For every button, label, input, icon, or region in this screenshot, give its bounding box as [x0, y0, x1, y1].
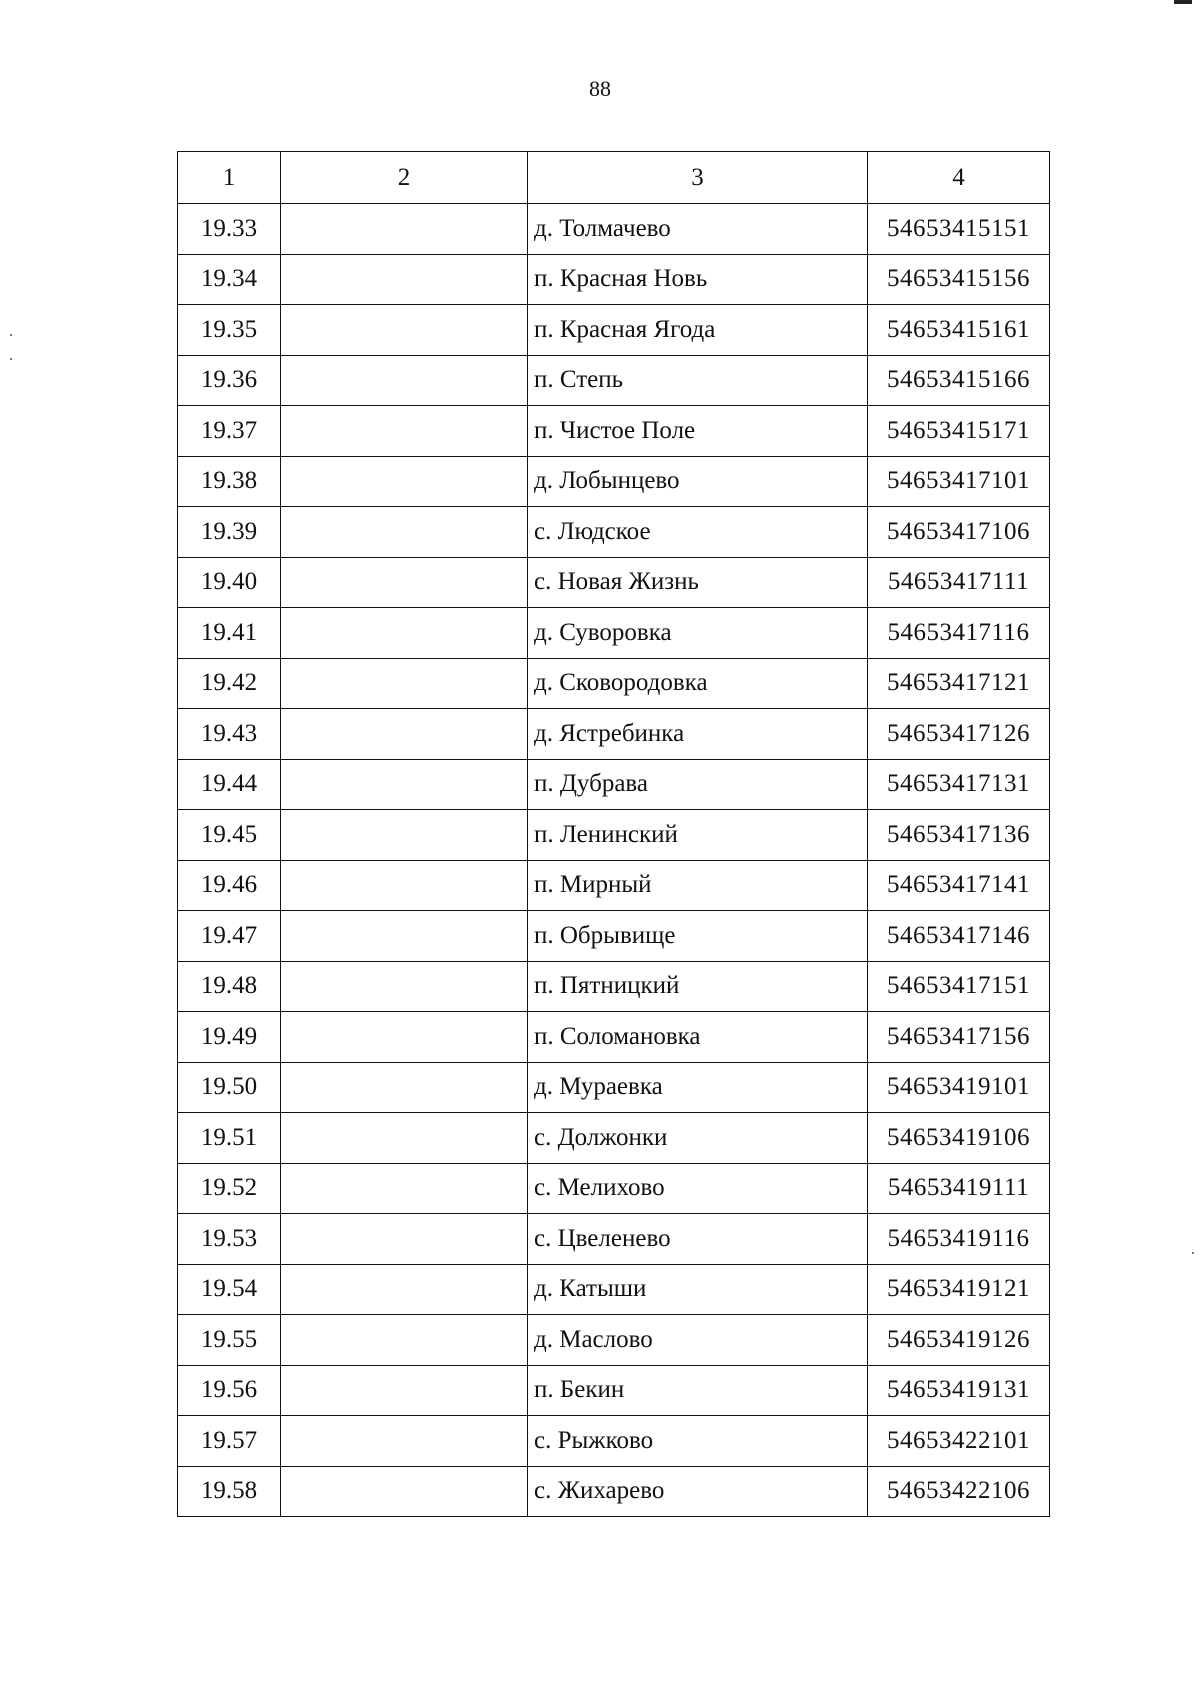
row-number-cell: 19.44 [178, 759, 281, 810]
row-col2-cell [281, 608, 528, 659]
table-row [178, 608, 1050, 659]
table-row [178, 1466, 1050, 1517]
oktmo-code-cell: 54653415161 [868, 305, 1050, 356]
row-number-cell: 19.50 [178, 1062, 281, 1113]
row-number-cell: 19.53 [178, 1214, 281, 1265]
settlement-name-cell: п. Степь [528, 355, 868, 406]
oktmo-code-cell: 54653417136 [868, 810, 1050, 861]
row-number-cell: 19.52 [178, 1163, 281, 1214]
page-number: 88 [589, 76, 611, 101]
table-row [178, 1163, 1050, 1214]
row-number-cell: 19.33 [178, 204, 281, 255]
row-col2-cell [281, 1264, 528, 1315]
header-col-4: 4 [868, 152, 1050, 204]
table-row [178, 406, 1050, 457]
table-header-row [178, 152, 1050, 204]
table-row [178, 961, 1050, 1012]
settlement-name-cell: д. Толмачево [528, 204, 868, 255]
settlement-name-cell: п. Мирный [528, 860, 868, 911]
row-number-cell: 19.46 [178, 860, 281, 911]
header-col-3: 3 [528, 152, 868, 204]
oktmo-code-cell: 54653419126 [868, 1315, 1050, 1366]
settlement-name-cell: п. Ленинский [528, 810, 868, 861]
row-col2-cell [281, 961, 528, 1012]
table-row [178, 1365, 1050, 1416]
table-row [178, 1113, 1050, 1164]
oktmo-code-cell: 54653417101 [868, 456, 1050, 507]
oktmo-code-cell: 54653422106 [868, 1466, 1050, 1517]
table-row [178, 911, 1050, 962]
table-row [178, 1416, 1050, 1467]
oktmo-code-cell: 54653417146 [868, 911, 1050, 962]
row-number-cell: 19.51 [178, 1113, 281, 1164]
oktmo-code-cell: 54653417111 [868, 557, 1050, 608]
settlement-name-cell: с. Цвеленево [528, 1214, 868, 1265]
row-number-cell: 19.56 [178, 1365, 281, 1416]
row-number-cell: 19.42 [178, 658, 281, 709]
oktmo-code-cell: 54653419116 [868, 1214, 1050, 1265]
table-row [178, 1214, 1050, 1265]
oktmo-code-cell: 54653415166 [868, 355, 1050, 406]
row-col2-cell [281, 810, 528, 861]
row-col2-cell [281, 860, 528, 911]
row-number-cell: 19.38 [178, 456, 281, 507]
oktmo-code-cell: 54653417116 [868, 608, 1050, 659]
row-col2-cell [281, 1214, 528, 1265]
table-row [178, 658, 1050, 709]
header-col-2: 2 [281, 152, 528, 204]
row-number-cell: 19.37 [178, 406, 281, 457]
oktmo-code-cell: 54653417126 [868, 709, 1050, 760]
settlement-name-cell: п. Чистое Поле [528, 406, 868, 457]
scan-speck [10, 358, 12, 360]
row-col2-cell [281, 709, 528, 760]
table-row [178, 1315, 1050, 1366]
oktmo-code-cell: 54653417156 [868, 1012, 1050, 1063]
row-number-cell: 19.48 [178, 961, 281, 1012]
row-col2-cell [281, 406, 528, 457]
settlement-name-cell: д. Ястребинка [528, 709, 868, 760]
oktmo-code-cell: 54653415171 [868, 406, 1050, 457]
row-number-cell: 19.55 [178, 1315, 281, 1366]
settlement-name-cell: д. Суворовка [528, 608, 868, 659]
settlement-name-cell: с. Новая Жизнь [528, 557, 868, 608]
table-row [178, 254, 1050, 305]
row-number-cell: 19.45 [178, 810, 281, 861]
row-col2-cell [281, 254, 528, 305]
oktmo-code-cell: 54653417151 [868, 961, 1050, 1012]
row-col2-cell [281, 557, 528, 608]
table-row [178, 204, 1050, 255]
row-number-cell: 19.41 [178, 608, 281, 659]
row-col2-cell [281, 1113, 528, 1164]
settlement-name-cell: с. Рыжково [528, 1416, 868, 1467]
settlement-name-cell: п. Красная Новь [528, 254, 868, 305]
settlement-name-cell: с. Жихарево [528, 1466, 868, 1517]
table-row [178, 456, 1050, 507]
row-number-cell: 19.58 [178, 1466, 281, 1517]
row-col2-cell [281, 305, 528, 356]
row-col2-cell [281, 1315, 528, 1366]
oktmo-code-cell: 54653417131 [868, 759, 1050, 810]
table-row [178, 759, 1050, 810]
table-row [178, 1264, 1050, 1315]
row-number-cell: 19.57 [178, 1416, 281, 1467]
table-body [178, 204, 1050, 1517]
row-col2-cell [281, 1012, 528, 1063]
row-number-cell: 19.39 [178, 507, 281, 558]
table-row [178, 860, 1050, 911]
settlement-name-cell: д. Катыши [528, 1264, 868, 1315]
scan-speck [10, 334, 12, 336]
settlement-name-cell: д. Сковородовка [528, 658, 868, 709]
settlement-name-cell: с. Должонки [528, 1113, 868, 1164]
table-row [178, 557, 1050, 608]
row-col2-cell [281, 1466, 528, 1517]
settlement-name-cell: п. Красная Ягода [528, 305, 868, 356]
oktmo-code-cell: 54653419121 [868, 1264, 1050, 1315]
row-col2-cell [281, 1416, 528, 1467]
settlement-name-cell: с. Мелихово [528, 1163, 868, 1214]
oktmo-code-cell: 54653415151 [868, 204, 1050, 255]
table-row [178, 355, 1050, 406]
row-col2-cell [281, 355, 528, 406]
table-row [178, 305, 1050, 356]
row-number-cell: 19.35 [178, 305, 281, 356]
oktmo-code-cell: 54653422101 [868, 1416, 1050, 1467]
oktmo-code-cell: 54653419101 [868, 1062, 1050, 1113]
row-number-cell: 19.47 [178, 911, 281, 962]
oktmo-code-cell: 54653419131 [868, 1365, 1050, 1416]
settlement-name-cell: п. Бекин [528, 1365, 868, 1416]
row-col2-cell [281, 507, 528, 558]
row-col2-cell [281, 759, 528, 810]
row-col2-cell [281, 204, 528, 255]
row-number-cell: 19.43 [178, 709, 281, 760]
settlement-name-cell: д. Лобынцево [528, 456, 868, 507]
settlement-name-cell: с. Людское [528, 507, 868, 558]
table-row [178, 507, 1050, 558]
settlement-name-cell: д. Мураевка [528, 1062, 868, 1113]
table-row [178, 1012, 1050, 1063]
row-number-cell: 19.49 [178, 1012, 281, 1063]
row-col2-cell [281, 1365, 528, 1416]
row-number-cell: 19.54 [178, 1264, 281, 1315]
settlement-name-cell: п. Соломановка [528, 1012, 868, 1063]
row-col2-cell [281, 1062, 528, 1113]
header-col-1: 1 [178, 152, 281, 204]
row-col2-cell [281, 911, 528, 962]
row-col2-cell [281, 1163, 528, 1214]
oktmo-code-cell: 54653417106 [868, 507, 1050, 558]
table-row [178, 810, 1050, 861]
oktmo-code-cell: 54653417121 [868, 658, 1050, 709]
settlements-table [177, 151, 1050, 1517]
oktmo-code-cell: 54653419111 [868, 1163, 1050, 1214]
settlement-name-cell: п. Дубрава [528, 759, 868, 810]
row-col2-cell [281, 658, 528, 709]
row-number-cell: 19.34 [178, 254, 281, 305]
settlement-name-cell: д. Маслово [528, 1315, 868, 1366]
oktmo-code-cell: 54653415156 [868, 254, 1050, 305]
row-number-cell: 19.40 [178, 557, 281, 608]
row-col2-cell [281, 456, 528, 507]
settlement-name-cell: п. Пятницкий [528, 961, 868, 1012]
table-row [178, 1062, 1050, 1113]
oktmo-code-cell: 54653419106 [868, 1113, 1050, 1164]
settlement-name-cell: п. Обрывище [528, 911, 868, 962]
scan-speck [1192, 1252, 1194, 1254]
oktmo-code-cell: 54653417141 [868, 860, 1050, 911]
row-number-cell: 19.36 [178, 355, 281, 406]
scan-corner-mark [1174, 0, 1192, 4]
table-row [178, 709, 1050, 760]
